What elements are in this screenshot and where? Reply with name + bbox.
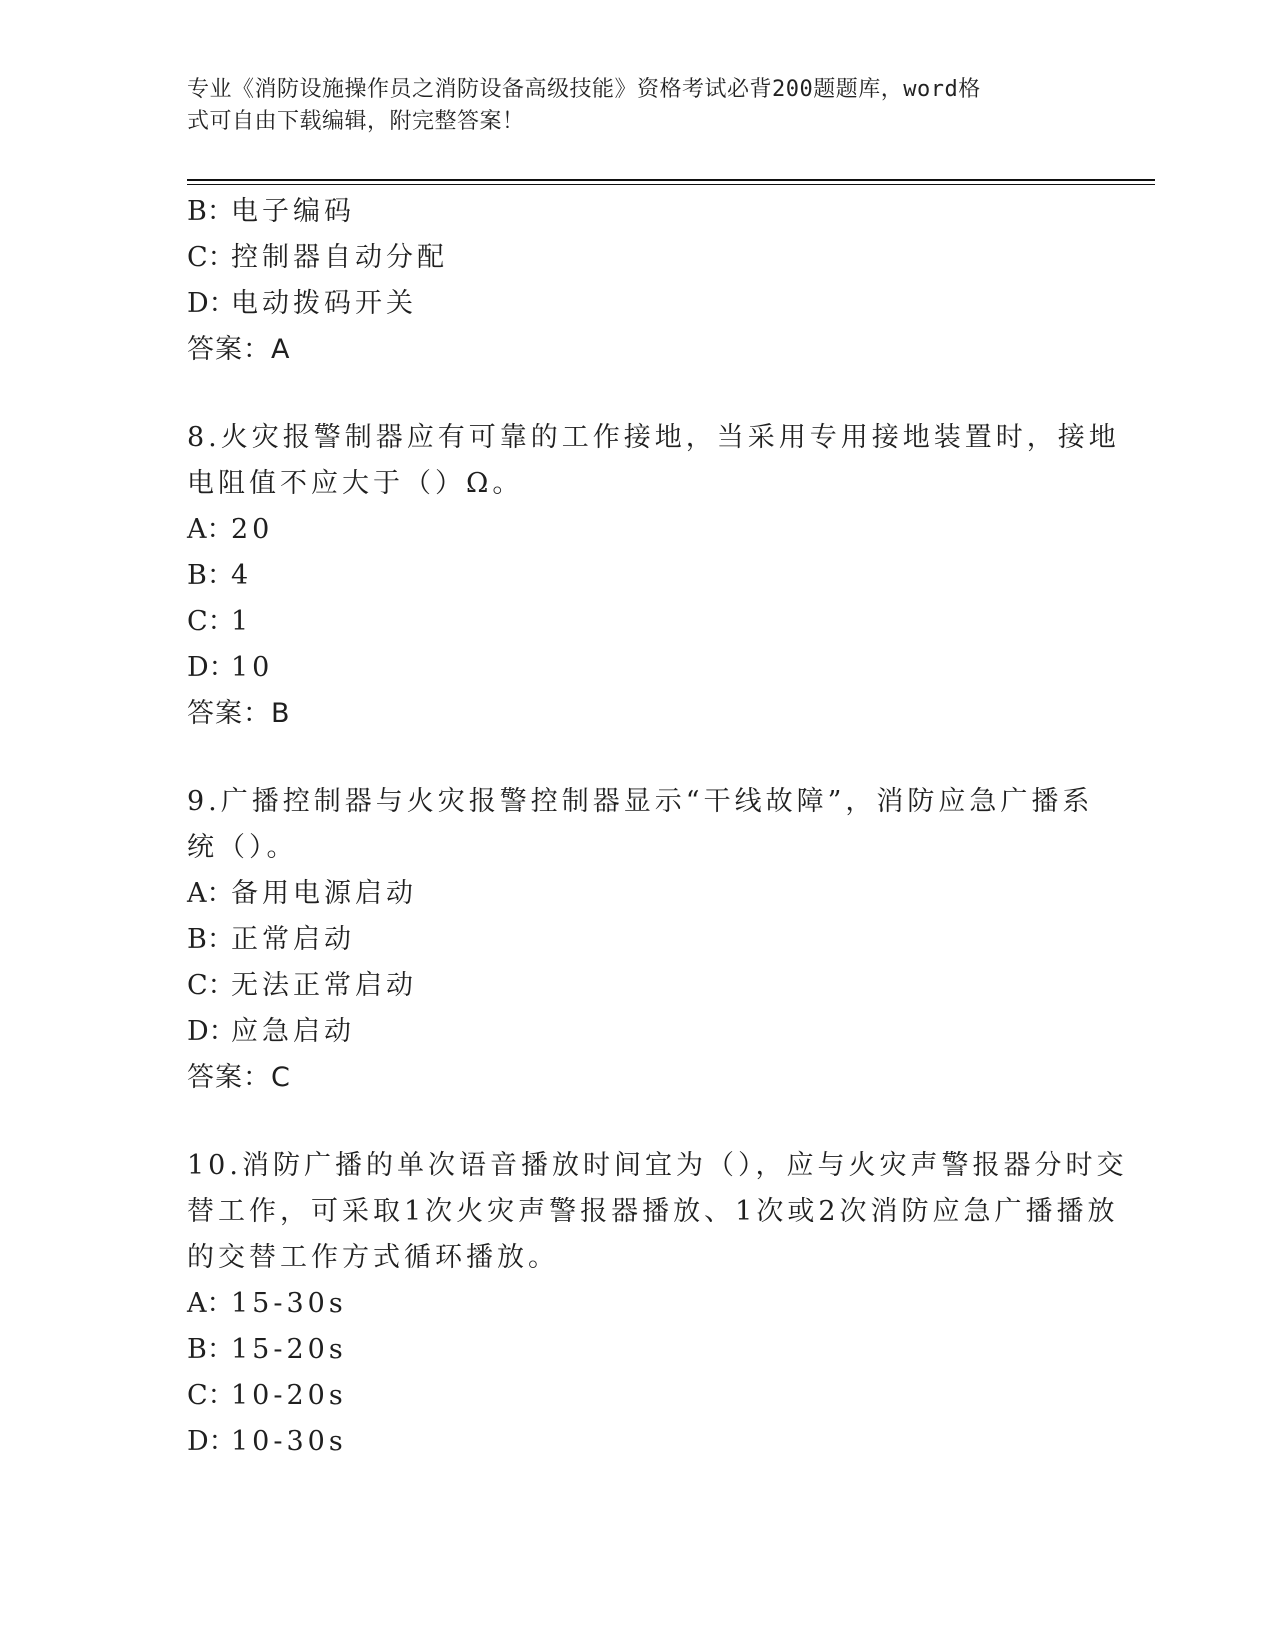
question-block-9 [187,779,1094,1101]
question-block-7 [187,189,1087,373]
option-d: D：应急启动 [187,1016,355,1047]
question-block-8 [187,415,1120,737]
option-a: A：15-30s [187,1288,347,1319]
option-c: C：10-20s [187,1380,347,1411]
answer-line: 答案：A [187,334,291,365]
question-stem: 的交替工作方式循环播放。 [187,1242,559,1273]
question-stem: 电阻值不应大于（）Ω。 [187,468,524,499]
option-a: A：备用电源启动 [187,878,417,909]
option-b: B：电子编码 [187,196,355,227]
option-d: D：10 [187,652,274,683]
option-a: A：20 [187,514,274,545]
option-c: C：无法正常启动 [187,970,417,1001]
question-stem: 9.广播控制器与火灾报警控制器显示“干线故障”，消防应急广播系 [187,786,1094,817]
question-stem: 8.火灾报警制器应有可靠的工作接地，当采用专用接地装置时，接地 [187,422,1120,453]
question-stem: 10.消防广播的单次语音播放时间宜为（），应与火灾声警报器分时交 [187,1150,1128,1181]
option-b: B：15-20s [187,1334,347,1365]
question-stem: 替工作，可采取1次火灾声警报器播放、1次或2次消防应急广播播放 [187,1196,1119,1227]
option-d: D：电动拨码开关 [187,288,417,319]
question-stem: 统（）。 [187,832,298,863]
option-b: B：正常启动 [187,924,355,955]
spacer [187,1101,1087,1143]
header-line-1: 专业《消防设施操作员之消防设备高级技能》资格考试必背200题题库，word格 [187,77,981,102]
header-divider-thick [187,179,1155,181]
answer-line: 答案：B [187,698,291,729]
option-c: C：控制器自动分配 [187,242,448,273]
question-block-10 [187,1143,1128,1465]
option-b: B：4 [187,560,253,591]
header-divider-thin [187,184,1155,185]
document-header [187,74,1057,138]
question-list [187,189,1128,1465]
answer-line: 答案：C [187,1062,291,1093]
spacer [187,737,1087,779]
header-line-2: 式可自由下载编辑，附完整答案！ [187,109,525,134]
spacer [187,373,1087,415]
option-d: D：10-30s [187,1426,347,1457]
option-c: C：1 [187,606,253,637]
